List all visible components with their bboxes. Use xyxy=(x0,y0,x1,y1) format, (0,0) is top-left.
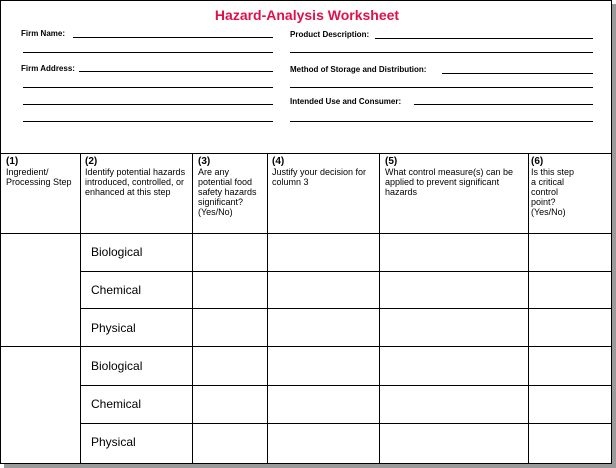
column-text: Is this step a critical control point? (Yes/No) xyxy=(531,167,575,217)
column-header-6 xyxy=(531,157,575,217)
firm-address-line-2[interactable] xyxy=(23,87,273,88)
column-text: What control measure(s) can be applied to prevent significant hazards xyxy=(385,167,514,197)
intended-use-label: Intended Use and Consumer: xyxy=(290,97,402,106)
page-shadow-right xyxy=(612,4,616,468)
column-text: Are any potential food safety hazards significant? (Yes/No) xyxy=(198,167,257,217)
column-text: Justify your decision for column 3 xyxy=(272,167,367,187)
hazard-label: Chemical xyxy=(91,283,142,297)
header-bottom-border xyxy=(1,233,611,234)
column-number: (3) xyxy=(198,156,211,167)
storage-distribution-label: Method of Storage and Distribution: xyxy=(290,65,427,74)
page-shadow-bottom xyxy=(4,464,616,468)
column-text: Ingredient/ Processing Step xyxy=(6,167,72,187)
column-header-3 xyxy=(198,157,265,217)
column-divider xyxy=(528,153,529,464)
column-divider xyxy=(192,153,193,464)
column-number: (1) xyxy=(6,156,19,167)
table-top-border xyxy=(1,153,611,154)
row-line xyxy=(81,271,611,272)
row-line xyxy=(81,308,611,309)
column-number: (6) xyxy=(531,156,544,167)
intended-use-line-2[interactable] xyxy=(290,121,593,122)
column-divider xyxy=(379,153,380,464)
intended-use-line[interactable] xyxy=(414,104,593,105)
firm-name-line[interactable] xyxy=(73,37,273,38)
hazard-label: Chemical xyxy=(91,397,142,411)
column-divider xyxy=(80,153,81,464)
column-number: (4) xyxy=(272,156,285,167)
firm-address-line-4[interactable] xyxy=(23,121,273,122)
column-header-1 xyxy=(6,157,76,187)
column-header-2 xyxy=(85,157,189,197)
firm-address-label: Firm Address: xyxy=(21,64,75,73)
column-number: (2) xyxy=(85,156,98,167)
row-line xyxy=(81,423,611,424)
hazard-label: Physical xyxy=(91,435,136,449)
hazard-label: Biological xyxy=(91,245,143,259)
hazard-label: Physical xyxy=(91,321,136,335)
hazard-label: Biological xyxy=(91,359,143,373)
product-description-line-2[interactable] xyxy=(290,52,593,53)
column-header-4 xyxy=(272,157,376,187)
column-header-5 xyxy=(385,157,525,197)
worksheet-title: Hazard-Analysis Worksheet xyxy=(214,7,400,23)
row-line xyxy=(81,385,611,386)
storage-distribution-line[interactable] xyxy=(442,73,593,74)
storage-distribution-line-2[interactable] xyxy=(290,87,593,88)
column-text: Identify potential hazards introduced, controlled, or enhanced at this step xyxy=(85,167,186,197)
firm-address-line[interactable] xyxy=(79,71,273,72)
firm-name-label: Firm Name: xyxy=(21,29,66,38)
column-number: (5) xyxy=(385,156,398,167)
firm-name-line-2[interactable] xyxy=(23,52,273,53)
product-description-label: Product Description: xyxy=(290,30,370,39)
column-divider xyxy=(267,153,268,464)
firm-address-line-3[interactable] xyxy=(23,104,273,105)
product-description-line[interactable] xyxy=(375,38,593,39)
group-separator xyxy=(1,346,611,347)
